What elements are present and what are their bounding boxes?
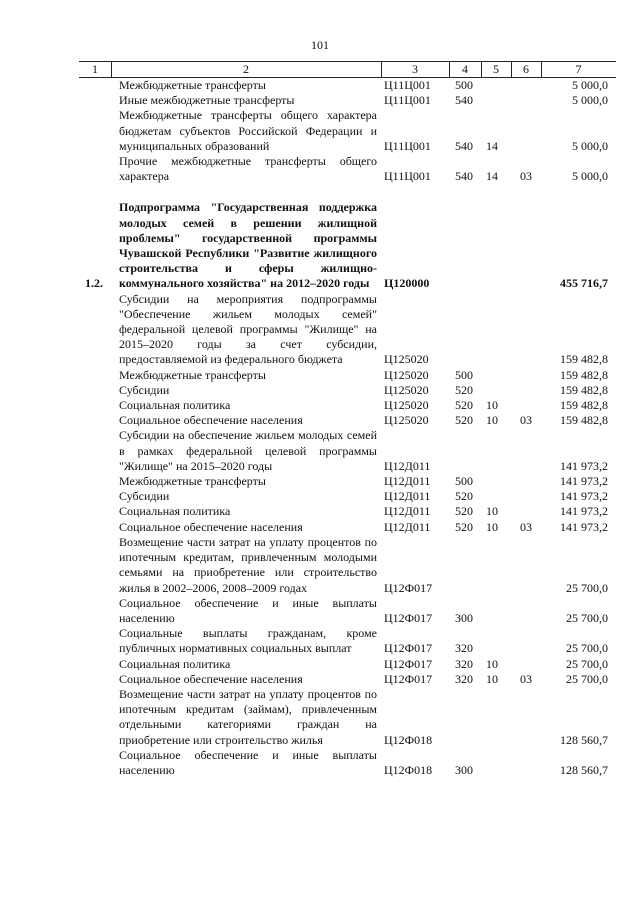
row-name: Субсидии — [119, 489, 170, 504]
row-amount: 141 973,2 — [560, 458, 608, 473]
row-col-5: 14 — [486, 169, 498, 184]
row-col-6: 03 — [520, 169, 532, 184]
row-col-4: 540 — [455, 93, 473, 108]
row-code: Ц11Ц001 — [384, 169, 431, 184]
row-code: Ц12Ф017 — [384, 580, 433, 595]
row-code: Ц12Ф017 — [384, 656, 433, 671]
row-code: Ц12Д011 — [384, 504, 431, 519]
row-name: Возмещение части затрат на уплату процентов по ипотечным кредитам, привлеченным молодыми семьями на приобретение или строительство жилья в 2002–2006, 2008–2009 годах — [119, 534, 377, 595]
row-col-5: 10 — [486, 413, 498, 428]
table-row — [0, 474, 640, 489]
row-code: Ц12Ф017 — [384, 610, 433, 625]
row-name: Межбюджетные трансферты — [119, 367, 266, 382]
row-code: Ц12Д011 — [384, 458, 431, 473]
table-body — [0, 78, 640, 778]
row-code: Ц12Ф017 — [384, 671, 433, 686]
row-name: Социальное обеспечение населения — [119, 413, 303, 428]
row-name: Социальное обеспечение населения — [119, 671, 303, 686]
row-amount: 5 000,0 — [572, 138, 608, 153]
row-col-4: 300 — [455, 762, 473, 777]
table-row — [0, 368, 640, 383]
row-amount: 159 482,8 — [560, 367, 608, 382]
row-col-4: 520 — [455, 398, 473, 413]
row-number: 1.2. — [85, 276, 103, 291]
row-code: Ц11Ц001 — [384, 78, 431, 92]
table-row — [0, 489, 640, 504]
row-amount: 128 560,7 — [560, 732, 608, 747]
row-name: Прочие межбюджетные трансферты общего характера — [119, 154, 377, 184]
row-col-4: 540 — [455, 138, 473, 153]
row-col-4: 520 — [455, 489, 473, 504]
row-amount: 141 973,2 — [560, 489, 608, 504]
row-code: Ц12Ф017 — [384, 641, 433, 656]
row-col-5: 14 — [486, 138, 498, 153]
row-name: Социальное обеспечение и иные выплаты населению — [119, 595, 377, 625]
row-name: Социальная политика — [119, 398, 231, 413]
row-name: Возмещение части затрат на уплату процентов по ипотечным кредитам (займам), привлеченным отдельными категориями граждан на приобретение или строительство жилья — [119, 686, 377, 747]
row-name: Межбюджетные трансферты общего характера бюджетам субъектов Российской Федерации и муниципальных образований — [119, 108, 377, 153]
row-code: Ц125020 — [384, 382, 429, 397]
row-col-4: 500 — [455, 78, 473, 92]
row-code: Ц11Ц001 — [384, 93, 431, 108]
row-amount: 159 482,8 — [560, 382, 608, 397]
table-row — [0, 504, 640, 519]
row-col-6: 03 — [520, 413, 532, 428]
row-code: Ц125020 — [384, 367, 429, 382]
table-header — [79, 61, 616, 78]
row-amount: 159 482,8 — [560, 398, 608, 413]
row-col-4: 320 — [455, 641, 473, 656]
row-name: Социальное обеспечение и иные выплаты населению — [119, 747, 377, 777]
row-code: Ц12Ф018 — [384, 732, 433, 747]
table-row — [0, 154, 640, 184]
row-name: Межбюджетные трансферты — [119, 474, 266, 489]
row-col-4: 320 — [455, 656, 473, 671]
row-amount: 25 700,0 — [566, 610, 608, 625]
row-col-5: 10 — [486, 398, 498, 413]
row-code: Ц12Д011 — [384, 519, 431, 534]
table-row — [0, 78, 640, 93]
row-col-6: 03 — [520, 671, 532, 686]
column-header-4: 4 — [462, 62, 468, 76]
row-amount: 5 000,0 — [572, 78, 608, 92]
row-code: Ц11Ц001 — [384, 138, 431, 153]
row-amount: 5 000,0 — [572, 169, 608, 184]
table-row — [0, 520, 640, 535]
row-amount: 25 700,0 — [566, 641, 608, 656]
row-name: Социальная политика — [119, 504, 231, 519]
row-name: Социальное обеспечение населения — [119, 519, 303, 534]
row-col-4: 540 — [455, 169, 473, 184]
table-row — [0, 596, 640, 626]
row-name: Иные межбюджетные трансферты — [119, 93, 295, 108]
row-amount: 455 716,7 — [560, 276, 608, 291]
row-col-5: 10 — [486, 656, 498, 671]
column-header-6: 6 — [523, 62, 529, 76]
row-code: Ц125020 — [384, 413, 429, 428]
table-row — [0, 428, 640, 474]
row-amount: 5 000,0 — [572, 93, 608, 108]
table-row — [0, 672, 640, 687]
row-amount: 25 700,0 — [566, 671, 608, 686]
table-row — [0, 535, 640, 596]
row-col-4: 520 — [455, 519, 473, 534]
row-amount: 141 973,2 — [560, 504, 608, 519]
table-row — [0, 687, 640, 748]
row-name: Социальные выплаты гражданам, кроме публичных нормативных социальных выплат — [119, 626, 377, 656]
column-header-7: 7 — [575, 62, 582, 76]
row-col-6: 03 — [520, 519, 532, 534]
row-code: Ц120000 — [384, 276, 430, 291]
table-row — [0, 626, 640, 656]
row-code: Ц12Д011 — [384, 489, 431, 504]
row-col-4: 500 — [455, 474, 473, 489]
row-amount: 25 700,0 — [566, 656, 608, 671]
row-name: Субсидии на обеспечение жильем молодых семей в рамках федеральной целевой программы "Жилище" на 2015–2020 годы — [119, 428, 377, 473]
row-col-5: 10 — [486, 671, 498, 686]
table-row — [0, 292, 640, 368]
column-header-5: 5 — [493, 62, 499, 76]
row-code: Ц12Ф018 — [384, 762, 433, 777]
table-row — [0, 398, 640, 413]
row-name: Подпрограмма "Государственная поддержка молодых семей в решении жилищной проблемы" государственной программы Чувашской Республики "Развитие жилищного строительства и сферы жилищно-коммунального хозяйства" на 2012–2020 годы — [119, 200, 377, 291]
table-row — [0, 413, 640, 428]
table-row — [0, 93, 640, 108]
row-code: Ц12Д011 — [384, 474, 431, 489]
row-col-4: 520 — [455, 413, 473, 428]
row-code: Ц125020 — [384, 352, 429, 367]
row-name: Межбюджетные трансферты — [119, 78, 266, 92]
column-header-1: 1 — [92, 62, 98, 76]
column-header-3: 3 — [412, 62, 418, 76]
table-row — [0, 200, 640, 291]
row-col-5: 10 — [486, 504, 498, 519]
row-col-5: 10 — [486, 519, 498, 534]
row-col-4: 520 — [455, 504, 473, 519]
row-name: Субсидии — [119, 382, 170, 397]
row-amount: 159 482,8 — [560, 352, 608, 367]
column-header-2: 2 — [243, 62, 249, 76]
row-amount: 159 482,8 — [560, 413, 608, 428]
row-col-4: 300 — [455, 610, 473, 625]
row-amount: 141 973,2 — [560, 519, 608, 534]
row-col-4: 320 — [455, 671, 473, 686]
row-amount: 25 700,0 — [566, 580, 608, 595]
row-col-4: 500 — [455, 367, 473, 382]
table-row — [0, 383, 640, 398]
table-row — [0, 748, 640, 778]
row-name: Субсидии на мероприятия подпрограммы "Обеспечение жильем молодых семей" федеральной целевой программы "Жилище" на 2015–2020 годы за счет субсидии, предоставляемой из федерального бюджета — [119, 291, 377, 367]
row-name: Социальная политика — [119, 656, 231, 671]
table-row — [0, 108, 640, 154]
row-amount: 141 973,2 — [560, 474, 608, 489]
row-amount: 128 560,7 — [560, 762, 608, 777]
row-code: Ц125020 — [384, 398, 429, 413]
row-col-4: 520 — [455, 382, 473, 397]
page-number: 101 — [311, 38, 329, 52]
table-row — [0, 657, 640, 672]
